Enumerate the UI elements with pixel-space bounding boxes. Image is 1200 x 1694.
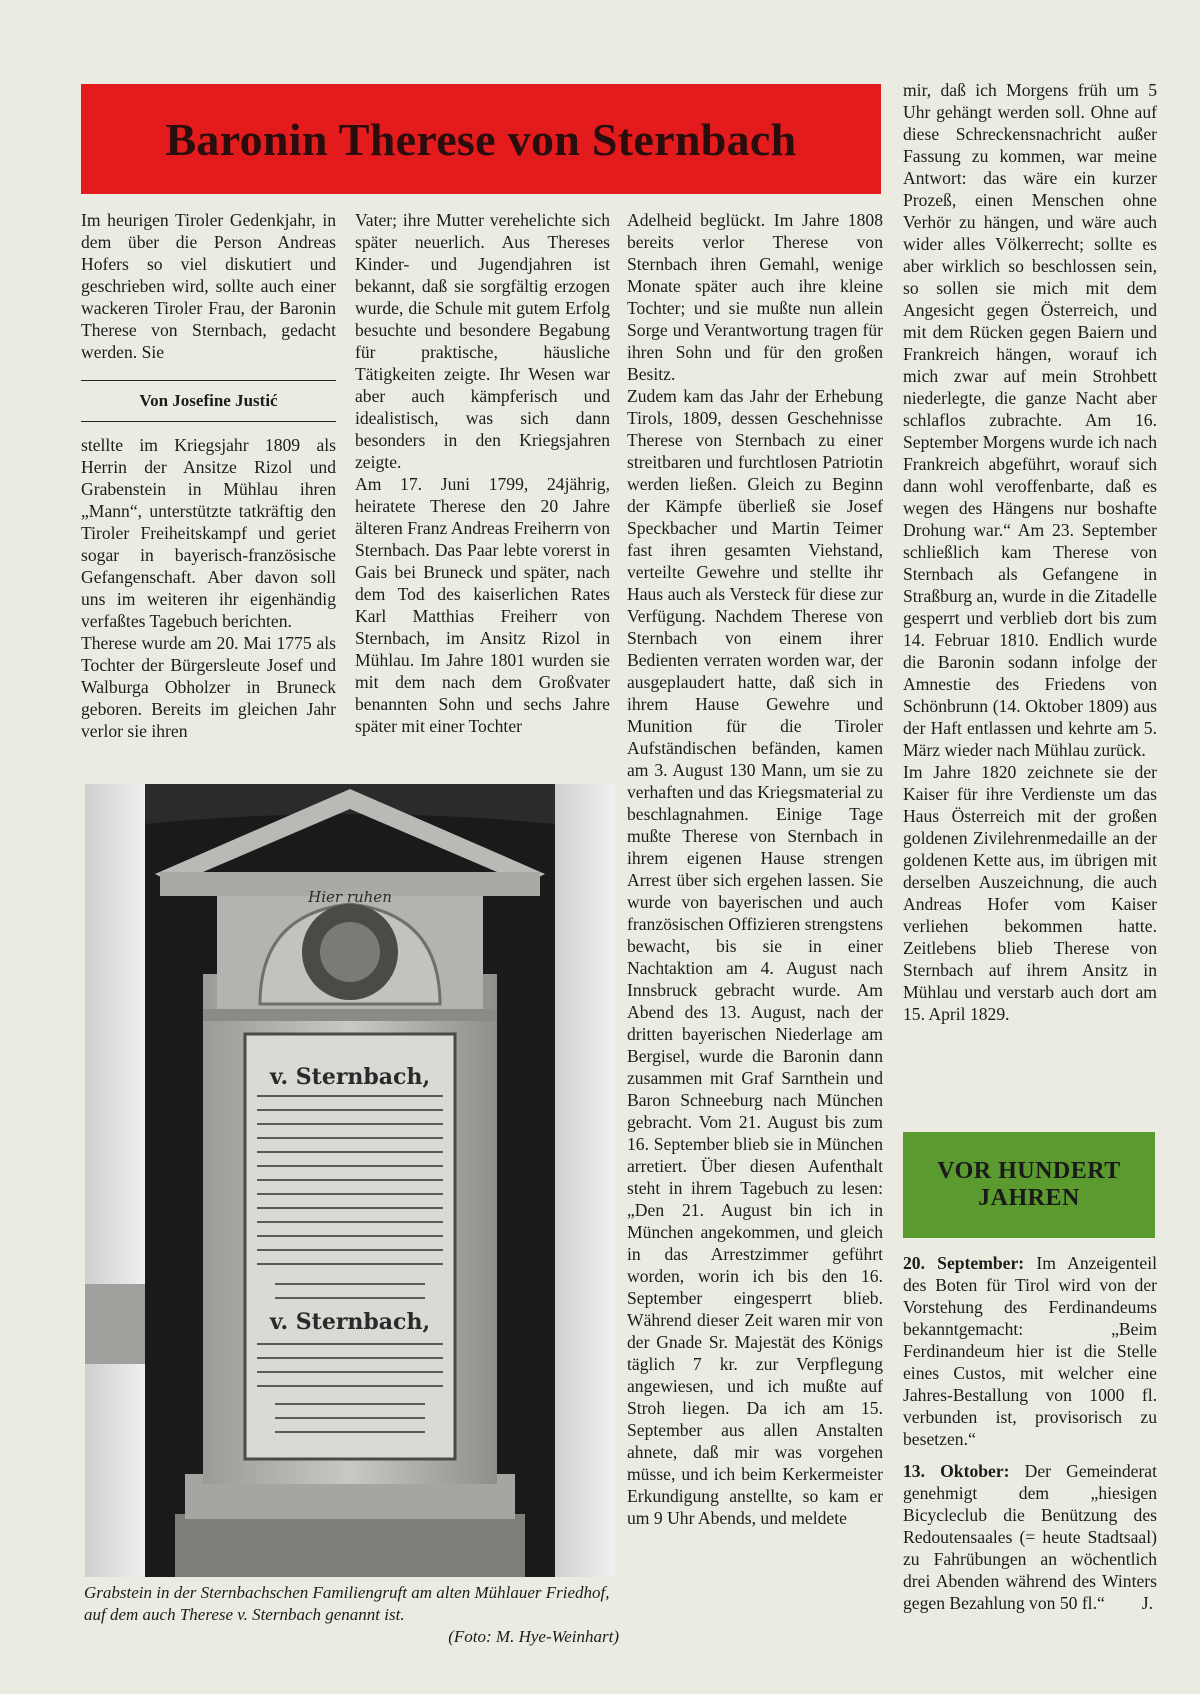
stone-name-text-2: v. Sternbach, [269,1309,431,1335]
photo-credit: (Foto: M. Hye-Weinhart) [448,1627,619,1646]
stone-header-text: Hier ruhen [308,888,392,906]
byline [81,380,336,422]
photo-caption [84,1582,619,1648]
column-2 [355,209,610,737]
author-signature: J. [1141,1593,1153,1613]
entry-date: 20. September: [903,1253,1025,1273]
paragraph: Zudem kam das Jahr der Erhebung Tirols, 1809, dessen Geschehnisse Therese von Sternbach zu einer streitbaren und furchtlosen Patriotin werden ließen. Gleich zu Beginn der Kämpfe überließ sie Josef Speckbacher und Martin Teimer fast ihren gesamten Viehstand, verteilte Gewehre und stellte ihr Haus auch als Versteck für diese zur Verfügung. Nachdem Therese von Sternbach von einem ihrer Bedienten verraten worden war, der ausgeplaudert hatte, daß sich in ihrem Hause Gewehre und Munition für die Tiroler Aufständischen befänden, kamen am 3. August 130 Mann, um sie zu verhaften und das Kriegsmaterial zu beschlagnahmen. Einige Tage mußte Therese von Sternbach in ihrem eigenen Hause strengen Arrest über sich ergehen lassen. Sie wurde von bayerischen und auch französischen Offizieren strengstens bewacht, bis sie in einer Nachtaktion am 4. August nach Innsbruck gebracht wurde. Am Abend des 13. August, nach der dritten bayerischen Niederlage am Bergisel, wurde die Baronin dann zusammen mit Graf Sarnthein und Baron Schneeburg nach München gebracht. Vom 21. August bis zum 16. September blieb sie in München arretiert. Über diesen Aufenthalt steht in ihrem Tagebuch zu lesen: „Den 21. August bin ich in München angekommen, und gleich in das Arrestzimmer geführt worden, worin ich bis den 16. September eingesperrt blieb. Während dieser Zeit waren mir von der Gnade Sr. Majestät des Königs täglich 7 kr. zur Verpflegung angewiesen, und ich mußte auf Stroh liegen. Da ich am 15. September aus allen Anstalten ahnete, daß mir was vorgehen müsse, und ich beim Kerkermeister Erkundigung anstellte, so kam er um 9 Uhr Abends, und meldete [627,386,883,1528]
sidebar-heading [903,1132,1155,1238]
paragraph: stellte im Kriegsjahr 1809 als Herrin der Ansitze Rizol und Grabenstein in Mühlau ihren „Mann“, unterstützte tatkräftig den Tiroler Freiheitskampf und geriet sogar in bayerisch-französische Gefangenschaft. Aber davon soll uns im weiteren ihr eigenhändig verfaßtes Tagebuch berichten. [81,435,336,631]
column-4 [903,79,1157,1025]
paragraph: Therese wurde am 20. Mai 1775 als Tochter der Bürgersleute Josef und Walburga Obholzer in Bruneck geboren. Bereits im gleichen Jahr verlor sie ihren [81,633,336,741]
title-banner [81,84,881,194]
entry-text: Im Anzeigenteil des Boten für Tirol wird von der Vorstehung des Ferdinandeums bekanntgemacht: „Beim Ferdinandeum hier ist die Stelle eines Custos, mit welcher eine Jahres-Bestallung von 1000 fl. verbunden ist, provisorisch zu besetzen.“ [903,1253,1157,1449]
sidebar-heading-line1: VOR HUNDERT [937,1158,1121,1184]
author-name: Von Josefine Justić [139,391,278,410]
paragraph: mir, daß ich Morgens früh um 5 Uhr gehängt werden soll. Ohne auf diese Schreckensnachricht außer Fassung zu kommen, war meine Antwort: das wäre ein kurzer Prozeß, einen Menschen ohne Verhör zu hängen, und wäre auch wider alles Völkerrecht; sollte es aber wirklich so beschlossen sein, so sollen sie mich mit dem Angesicht gegen Österreich, und mit dem Rücken gegen Baiern und Frankreich hängen, worauf ich mich zwar auf mein Strohbett niederlegte, die ganze Nacht aber schlaflos zubrachte. Am 16. September Morgens wurde ich nach Frankreich abgeführt, worauf sich dann wohl veroffenbarte, daß es wegen des Hängens nur boshafte Drohung war.“ Am 23. September schließlich kam Therese von Sternbach als Gefangene in Straßburg an, wurde in die Zitadelle gesperrt und verblieb dort bis zum 14. Februar 1810. Endlich wurde die Baronin sodann infolge der Amnestie des Friedens von Schönbrunn (14. Oktober 1809) aus der Haft entlassen und kehrte am 5. März wieder nach Mühlau zurück. [903,80,1157,760]
article-title: Baronin Therese von Sternbach [165,113,797,165]
sidebar-heading-line2: JAHREN [978,1185,1080,1211]
gravestone-photo [85,784,615,1577]
sidebar-entry [903,1252,1157,1450]
gravestone-image [85,784,615,1577]
sidebar-entry [903,1460,1157,1614]
paragraph: Vater; ihre Mutter verehelichte sich später neuerlich. Aus Thereses Kinder- und Jugendjahren ist bekannt, daß sie sorgfältig erzogen wurde, die Schule mit gutem Erfolg besuchte und besondere Begabung für praktische, häusliche Tätigkeiten zeigte. Ihr Wesen war aber auch kämpferisch und idealistisch, was sich dann besonders in den Kriegsjahren zeigte. [355,210,610,472]
entry-date: 13. Oktober: [903,1461,1010,1481]
paragraph: Am 17. Juni 1799, 24jährig, heiratete Therese den 20 Jahre älteren Franz Andreas Freiherrn von Sternbach. Das Paar lebte vorerst in Gais bei Bruneck und später, nach dem Tod des kaiserlichen Rates Karl Matthias Freiherr von Sternbach, im Ansitz Rizol in Mühlau. Im Jahre 1801 wurden sie mit dem nach dem Großvater benannten Sohn und sechs Jahre später mit einer Tochter [355,474,611,736]
paragraph: Im Jahre 1820 zeichnete sie der Kaiser für ihre Verdienste um das Haus Österreich mit der großen goldenen Zivilehrenmedaille an der goldenen Kette aus, im übrigen mit derselben Auszeichnung, die auch Andreas Hofer vom Kaiser verliehen bekommen hatte. Zeitlebens blieb Therese von Sternbach auf ihrem Ansitz in Mühlau und verstarb auch dort am 15. April 1829. [903,762,1157,1024]
paragraph: Adelheid beglückt. Im Jahre 1808 bereits verlor Therese von Sternbach ihren Gemahl, wenige Monate später auch ihre kleine Tochter; und sie mußte nun allein Sorge und Verantwortung tragen für ihren Sohn und für den großen Besitz. [627,210,883,384]
stone-name-text: v. Sternbach, [269,1064,431,1090]
entry-text: Der Gemeinderat genehmigt dem „hiesigen Bicycleclub die Benützung des Redoutensaales (= heute Stadtsaal) zu Fahrübungen an wöchentlich drei Abenden während des Winters gegen Bezahlung von 50 fl.“ [903,1461,1157,1613]
column-1-body [81,434,336,742]
column-1-intro [81,209,336,363]
sidebar-entries [903,1252,1157,1614]
column-3 [627,209,883,1529]
caption-text: Grabstein in der Sternbachschen Familiengruft am alten Mühlauer Friedhof, auf dem auch Therese v. Sternbach genannt ist. [84,1583,610,1624]
paragraph: Im heurigen Tiroler Gedenkjahr, in dem über die Person Andreas Hofers so viel diskutiert und geschrieben wird, sollte auch einer wackeren Tiroler Frau, der Baronin Therese von Sternbach, gedacht werden. Sie [81,210,336,362]
